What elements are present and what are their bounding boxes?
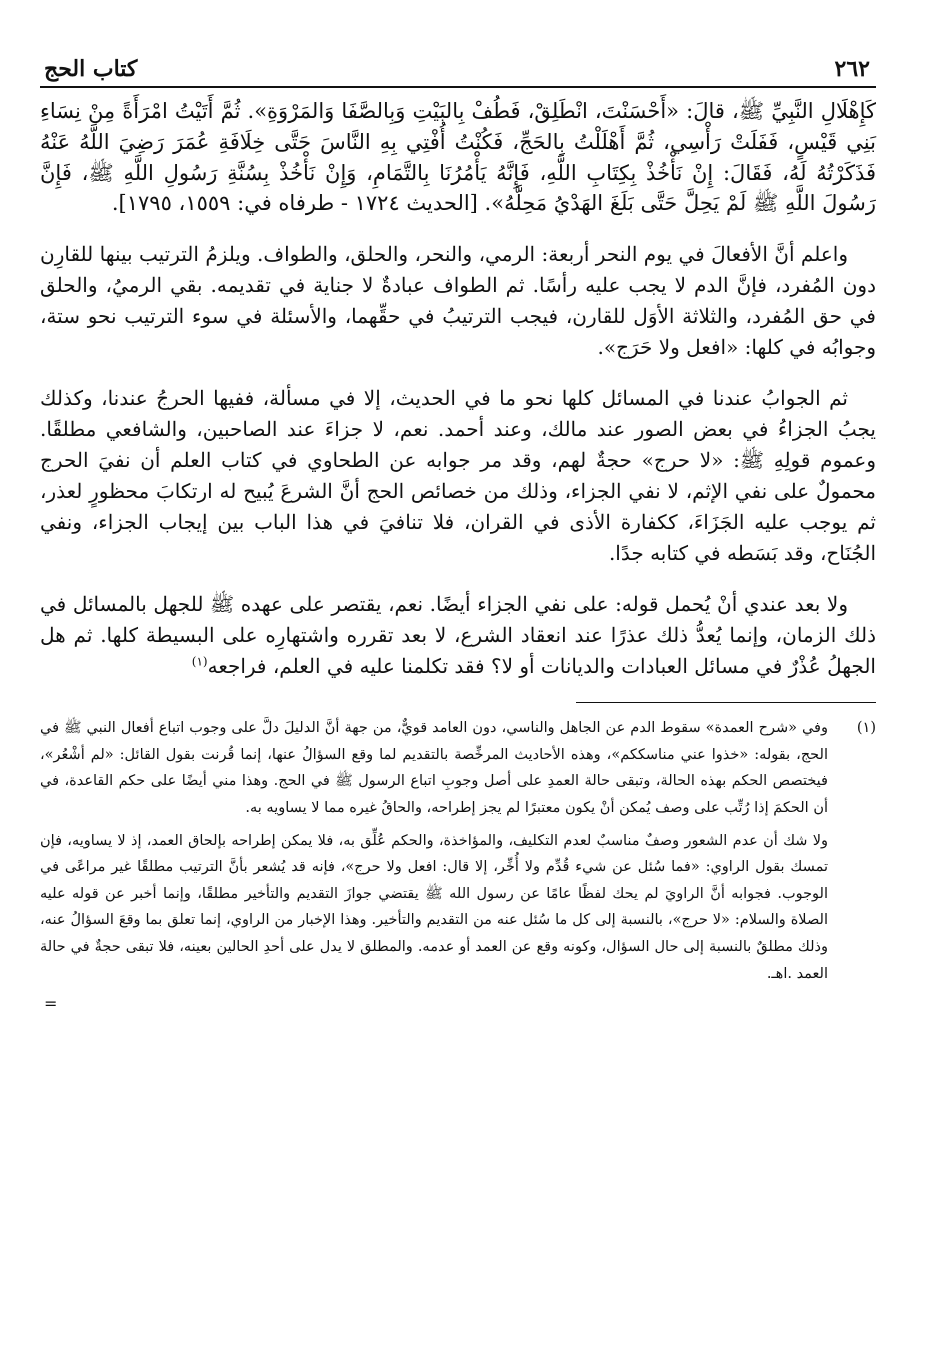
footnote-reference[interactable]: (١) xyxy=(191,654,208,669)
footnote-1 xyxy=(40,715,876,987)
footnote-marker: (١) xyxy=(856,720,876,737)
footnote-paragraph-1: وفي «شرح العمدة» سقوط الدم عن الجاهل والناسي، دون العامد قويٌّ، من جهة أنَّ الدليلَ دلَّ على وجوب اتباع أفعال النبي ﷺ في الحج، بقوله: «خذوا عني مناسككم»، وهذه الأحاديث المرخِّصة بالتقديم لما وقع السؤالُ عنها، إنما قُرنت بقول القائل: «لم أشْعُر»، فيختصص الحكم بهذه الحالة، وتبقى حالة العمدِ على أصل وجوبِ اتباع الرسول ﷺ في الحج. وهذا مني أيضًا على حكم القاعدة، في أن الحكمَ إذا رُتِّب على وصف يُمكن أنْ يكون معتبرًا لم يجز إطراحه، والحاقُ غيره مما لا يساويه به. xyxy=(40,720,828,816)
footnotes-section xyxy=(40,715,876,1018)
book-title: كتاب الحج xyxy=(44,56,138,82)
body-paragraph-1: واعلم أنَّ الأفعالَ في يوم النحر أربعة: الرمي، والنحر، والحلق، والطواف. ويلزمُ الترتيب بينها للقارِن دون المُفرد، فإنَّ الدم لا يجب عليه رأسًا. ثم الطواف عبادةٌ لا جناية في تقديمه. بقي الرميُ، والحلق في حق المُفرد، والثلاثة الأوَل للقارن، فيجب الترتيبُ في حقِّهما، والأسئلة في سوء الترتيب نحو ستة، وجوابُه في كلها: «افعل ولا حَرَج». xyxy=(40,242,876,360)
hadith-text: كَإِهْلَالِ النَّبِيِّ ﷺ، قالَ: «أَحْسَنْتَ، انْطَلِقْ، فَطُفْ بِالبَيْتِ وَبِالصَّفَا وَالمَرْوَةِ». ثُمَّ أَتَيْتُ امْرَأَةً مِنْ نِسَاءِ بَنِي قَيْسٍ، فَفَلَتْ رَأْسِي، ثُمَّ أَهْلَلْتُ بِالحَجِّ، فَكُنْتُ أُفْتِي بِهِ النَّاسَ حَتَّى خِلَافَةِ عُمَرَ رَضِيَ اللَّهُ عَنْهُ فَذَكَرْتُهُ لَهُ، فَقَالَ: إِنْ نَأْخُذْ بِكِتَابِ اللَّهِ، فَإِنَّهُ يَأْمُرُنَا بِالتَّمَامِ، وَإِنْ نَأْخُذْ بِسُنَّةِ رَسُولِ اللَّهِ ﷺ، فَإِنَّ رَسُولَ اللَّهِ ﷺ لَمْ يَحِلَّ حَتَّى بَلَغَ الهَدْيُ مَحِلَّهُ». [الحديث ١٧٢٤ - طرفاه في: ١٥٥٩، ١٧٩٥]. xyxy=(40,99,876,216)
body-paragraph-3 xyxy=(40,589,876,682)
continuation-mark: = xyxy=(44,994,58,1014)
running-header xyxy=(40,52,876,88)
body-paragraph-3-text: ولا بعد عندي أنْ يُحمل قوله: على نفي الجزاء أيضًا. نعم، يقتصر على عهده ﷺ للجهل بالمسائل في ذلك الزمان، وإنما يُعدُّ ذلك عذرًا عند انعقاد الشرع، لا بعد تقرره واشتهارِه على البسيطة كلها. ثم هل الجهلُ عُذْرٌ في مسائل العبادات والديانات أو لا؟ فقد تكلمنا عليه في العلم، فراجعه xyxy=(40,592,876,679)
footnote-separator xyxy=(576,702,876,703)
page-number: ٢٦٢ xyxy=(834,56,870,82)
footnote-paragraph-2: ولا شك أن عدم الشعور وصفٌ مناسبٌ لعدم التكليف، والمؤاخذة، والحكم عُلِّق به، فلا يمكن إطراحه بإلحاق العمد، إذ لا يساويه، فإن تمسك بقول الراوي: «فما سُئل عن شيء قُدِّم ولا أُخِّر، إلا قال: افعل ولا حرج»، فإنه قد يُشعر بأنَّ الترتيب مطلقًا غير مراعًى في الوجوب. فجوابه أنَّ الراويَ لم يحك لفظًا عامًا عن رسول الله ﷺ يقتضي جوازَ التقديم والتأخير مطلقًا، وإنما أخبر عن قوله عليه الصلاة والسلام: «لا حرج»، بالنسبة إلى كل ما سُئل عنه من التقديم والتأخير. وهذا الإخبار من الراوي، إنما تعلق بما وقعَ السؤالُ عنه، وذلك مطلقٌ بالنسبة إلى حال السؤال، وكونه وقع عن العمد أو عدمه. والمطلق لا يدل على أحدِ الحالين بعينه، فلا تبقى حجةٌ في حالة العمد .اهـ. xyxy=(40,832,828,982)
body-paragraph-2: ثم الجوابُ عندنا في المسائل كلها نحو ما في الحديث، إلا في مسألة، ففيها الحرجُ عندنا، وكذلك يجبُ الجزاءُ في بعض الصور عند مالك، وعند أحمد. نعم، لا جزاءَ عند الصاحبين، والشافعي مطلقًا. وعموم قولِهِ ﷺ: «لا حرج» حجةٌ لهم، وقد مر جوابه عن الطحاوي في كتاب العلم أن نفيَ الحرج محمولٌ على نفي الإثم، لا نفي الجزاء، وذلك من خصائص الحج أنَّ الشرعَ يُبيح له ارتكابَ محظورٍ لعذر، ثم يوجب عليه الجَزَاءَ، ككفارة الأذى في القران، فلا تنافيَ في هذا الباب بين إيجاب الجزاء، ونفي الجُنَاح، وقد بَسَطه في كتابه جدًا. xyxy=(40,386,876,566)
book-page xyxy=(40,52,876,1339)
